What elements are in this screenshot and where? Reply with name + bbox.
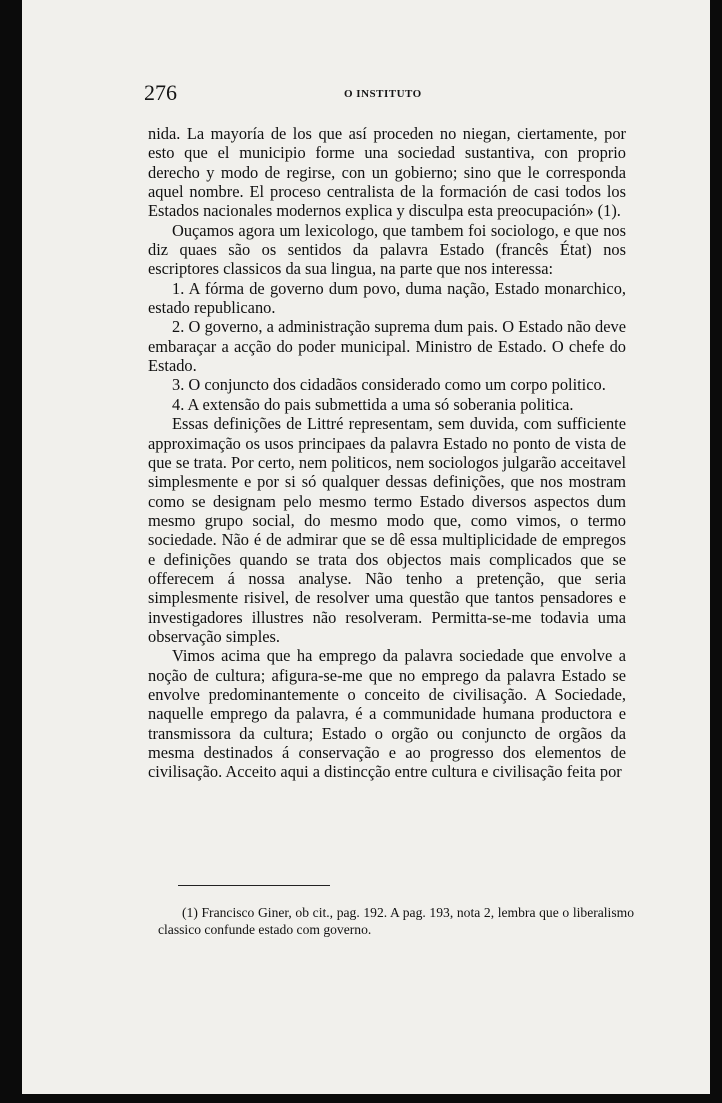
book-page [22, 0, 710, 1094]
definition-4: 4. A extensão do pais submettida a uma só soberania politica. [172, 394, 574, 414]
page-header [144, 80, 654, 108]
paragraph-lexicologo: Ouçamos agora um lexicologo, que tambem foi sociologo, e que nos diz quaes são os sentidos da palavra Estado (francês État) nos escriptores classicos da sua lingua, na parte que nos interessa: [148, 220, 626, 279]
paragraph-continuation: nida. La mayoría de los que así proceden no niegan, ciertamente, por esto que el municipio forme una sociedad sustantiva, con proprio derecho y modo de regirse, con un gobierno; sino que le corresponda aquel nombre. El proceso centralista de la formación de casi todos los Estados nacionales modernos explica y disculpa esta preocupación» (1). [148, 124, 626, 221]
definition-2: 2. O governo, a administração suprema dum pais. O Estado não deve embaraçar a acção do poder municipal. Ministro de Estado. O chefe do Estado. [148, 317, 626, 376]
body-text [148, 124, 626, 782]
footnote [158, 904, 634, 938]
footnote-text: (1) Francisco Giner, ob cit., pag. 192. A pag. 193, nota 2, lembra que o liberalismo classico confunde estado com governo. [158, 905, 634, 937]
paragraph-sociedade: Vimos acima que ha emprego da palavra sociedade que envolve a noção de cultura; afigura-se-me que no emprego da palavra Estado se envolve predominantemente o conceito de civilisação. A Sociedade, naquelle emprego da palavra, é a communidade humana productora e transmissora da cultura; Estado o orgão ou conjuncto de orgãos da mesma destinados á conservação e ao progresso dos elementos de civilisação. Acceito aqui a distincção entre cultura e civilisação feita por [148, 646, 626, 782]
definition-1: 1. A fórma de governo dum povo, duma nação, Estado monarchico, estado republicano. [148, 278, 626, 318]
paragraph-littre: Essas definições de Littré representam, sem duvida, com sufficiente approximação os usos principaes da palavra Estado no ponto de vista de que se trata. Por certo, nem politicos, nem sociologos julgarão acceitavel simplesmente e por si só qualquer dessas definições, que nos mostram como se designam pelo mesmo termo Estado diversos aspectos dum mesmo grupo social, do mesmo modo que, como vimos, o termo sociedade. Não é de admirar que se dê essa multiplicidade de empregos e definições quando se trata dos objectos mais complicados que se offerecem á nossa analyse. Não tenho a pretenção, que seria simplesmente risivel, de resolver uma questão que tantos pensadores e investigadores illustres não resolveram. Permitta-se-me todavia uma observação simples. [148, 414, 626, 646]
definition-3: 3. O conjuncto dos cidadãos considerado como um corpo politico. [172, 375, 606, 395]
page-number: 276 [144, 80, 177, 105]
footnote-divider [178, 885, 330, 886]
running-title: O INSTITUTO [344, 88, 422, 100]
